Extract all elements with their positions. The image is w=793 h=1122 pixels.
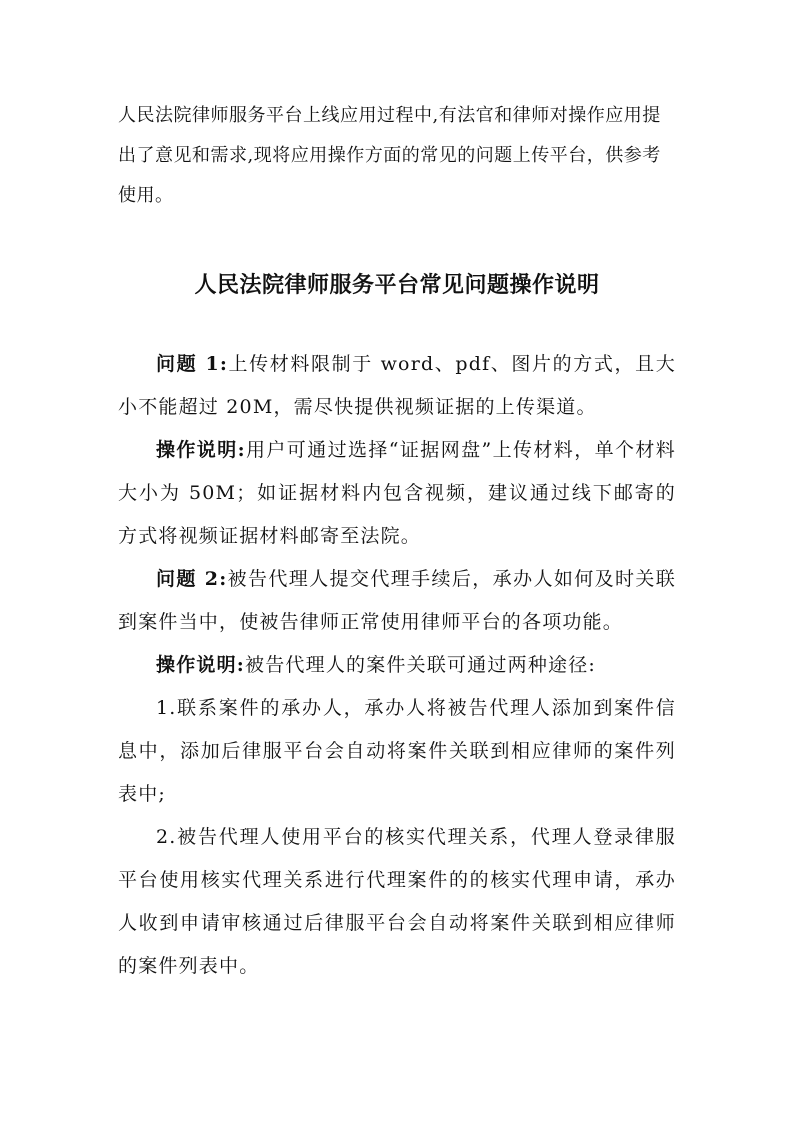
intro-paragraph: 人民法院律师服务平台上线应用过程中,有法官和律师对操作应用提出了意见和需求,现将应用操作方面的常见的问题上传平台，供参考使用。 <box>118 105 661 206</box>
question-2-paragraph <box>118 558 676 644</box>
document-page <box>118 96 676 988</box>
answer-1-text: 用户可通过选择“证据网盘”上传材料，单个材料大小为 50M；如证据材料内包含视频，建议通过线下邮寄的方式将视频证据材料邮寄至法院。 <box>118 439 677 547</box>
answer-1-label: 操作说明: <box>156 439 246 461</box>
answer-1-paragraph <box>118 429 676 558</box>
question-2-text: 被告代理人提交代理手续后，承办人如何及时关联到案件当中，使被告律师正常使用律师平台的各项功能。 <box>118 568 676 633</box>
question-1-text: 上传材料限制于 word、pdf、图片的方式，且大小不能超过 20M，需尽快提供视频证据的上传渠道。 <box>118 353 676 418</box>
question-1-paragraph <box>118 343 676 429</box>
question-1-label: 问题 1: <box>156 353 229 375</box>
answer-2-text: 被告代理人的案件关联可通过两种途径: <box>245 654 597 676</box>
answer-2-label: 操作说明: <box>156 654 246 676</box>
method-2-paragraph: 2.被告代理人使用平台的核实代理关系，代理人登录律服平台使用核实代理关系进行代理案件的的核实代理申请，承办人收到申请审核通过后律服平台会自动将案件关联到相应律师的案件列表中。 <box>118 826 676 977</box>
method-1-paragraph: 1.联系案件的承办人，承办人将被告代理人添加到案件信息中，添加后律服平台会自动将案件关联到相应律师的案件列表中; <box>118 697 676 805</box>
document-title: 人民法院律师服务平台常见问题操作说明 <box>194 273 600 298</box>
answer-2-paragraph <box>118 644 676 687</box>
question-2-label: 问题 2: <box>156 568 228 590</box>
